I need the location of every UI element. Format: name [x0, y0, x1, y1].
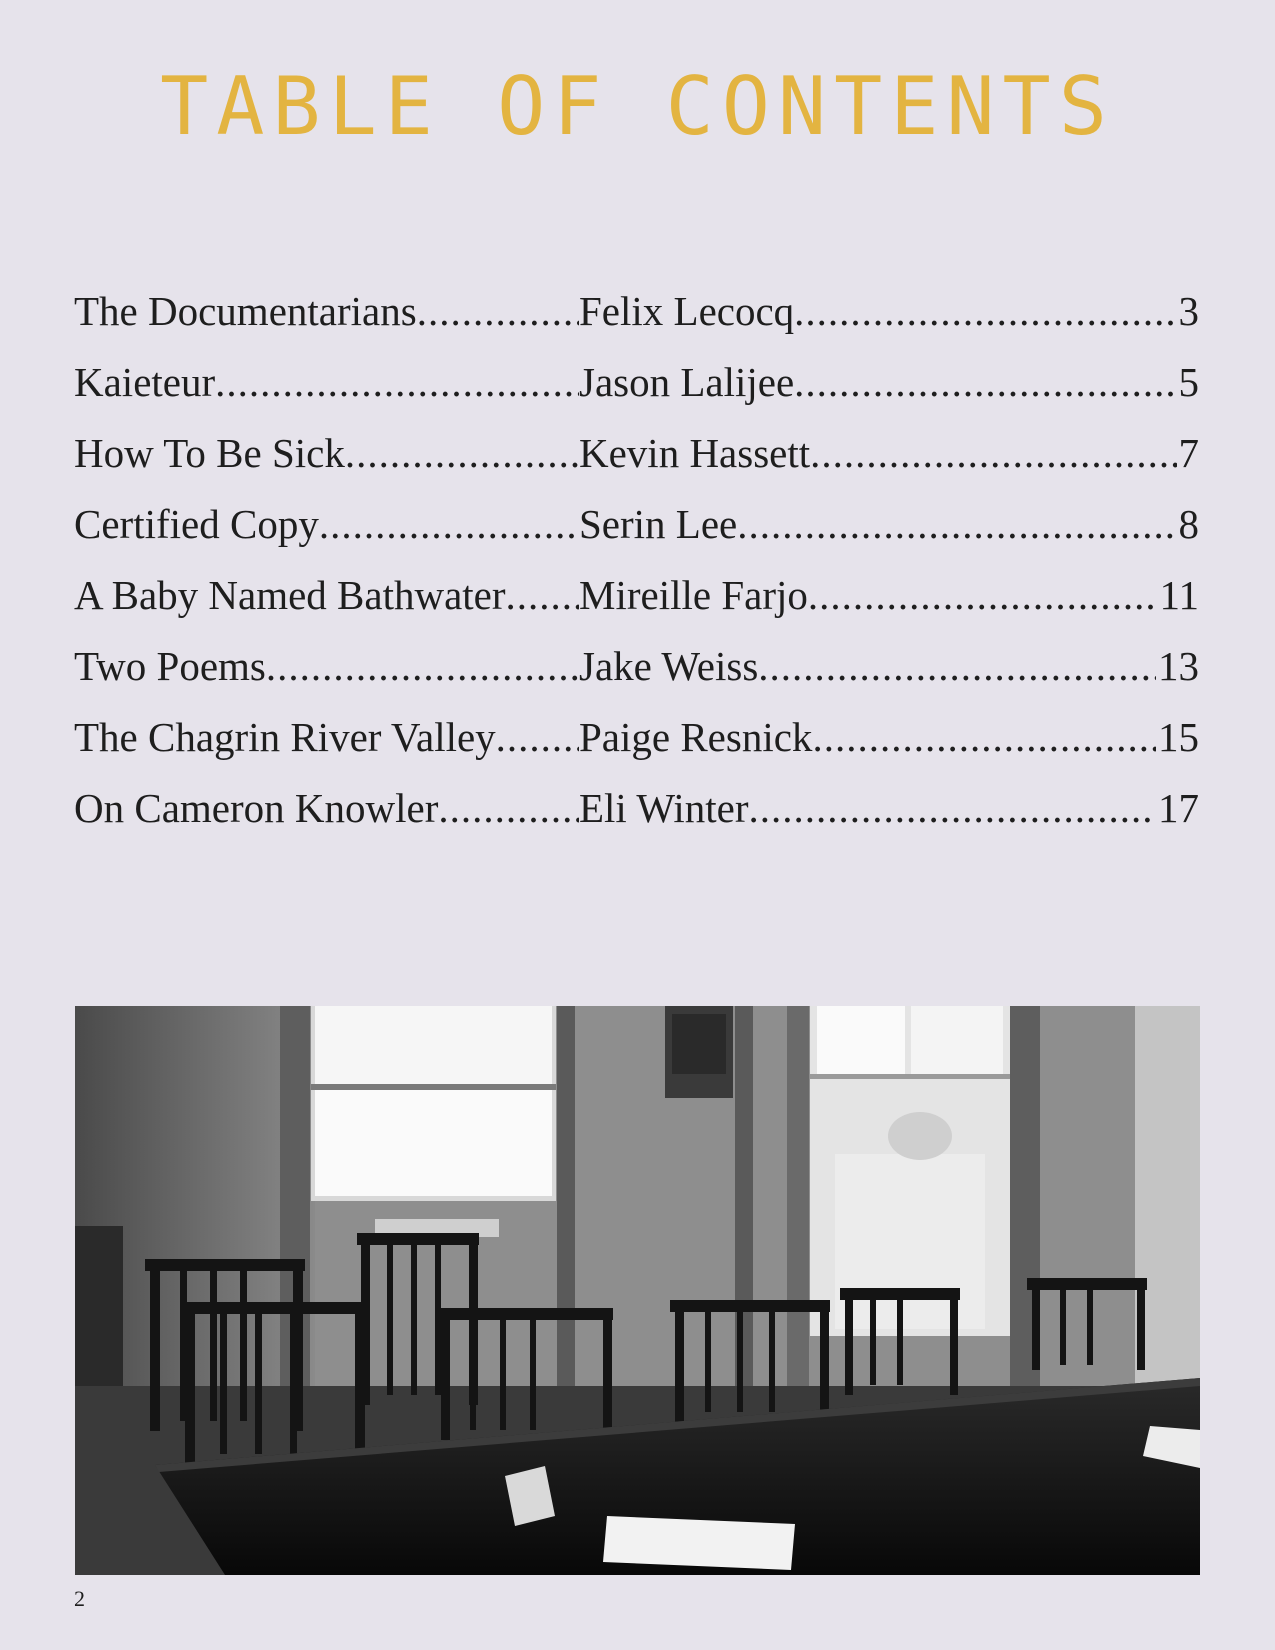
page-title: TABLE OF CONTENTS	[160, 60, 1115, 153]
entry-title: Certified Copy	[74, 501, 319, 547]
dot-leader	[417, 287, 579, 335]
entry-title: A Baby Named Bathwater	[74, 572, 506, 618]
toc-entry	[74, 358, 1199, 429]
dot-leader	[794, 287, 1176, 335]
dot-leader	[808, 571, 1158, 619]
dot-leader	[810, 429, 1176, 477]
entry-author: Serin Lee	[579, 501, 738, 547]
entry-author: Kevin Hassett	[579, 430, 811, 476]
entry-page: 15	[1158, 714, 1199, 760]
entry-page: 5	[1178, 359, 1199, 405]
dot-leader	[506, 571, 579, 619]
toc-entry	[74, 287, 1199, 358]
classroom-photo	[75, 1006, 1200, 1575]
toc-entry	[74, 429, 1199, 500]
dot-leader	[794, 358, 1176, 406]
toc-entry	[74, 784, 1199, 855]
toc-entry	[74, 713, 1199, 784]
dot-leader	[749, 784, 1156, 832]
entry-title: On Cameron Knowler	[74, 785, 439, 831]
dot-leader	[345, 429, 579, 477]
entry-author: Jason Lalijee	[579, 359, 795, 405]
entry-title: The Documentarians	[74, 288, 417, 334]
classroom-photo-illustration	[75, 1006, 1200, 1575]
entry-page: 8	[1178, 501, 1199, 547]
entry-page: 7	[1178, 430, 1199, 476]
toc-entry	[74, 500, 1199, 571]
dot-leader	[438, 784, 579, 832]
entry-title: The Chagrin River Valley	[74, 714, 496, 760]
entry-page: 17	[1158, 785, 1199, 831]
toc-entry	[74, 571, 1199, 642]
entry-page: 13	[1158, 643, 1199, 689]
entry-author: Paige Resnick	[579, 714, 813, 760]
entry-author: Eli Winter	[579, 785, 749, 831]
toc-entry	[74, 642, 1199, 713]
dot-leader	[737, 500, 1176, 548]
entry-title: How To Be Sick	[74, 430, 345, 476]
entry-title: Kaieteur	[74, 359, 216, 405]
page-number: 2	[74, 1586, 85, 1611]
table-of-contents	[74, 287, 1199, 855]
entry-page: 3	[1178, 288, 1199, 334]
entry-title: Two Poems	[74, 643, 266, 689]
entry-author: Mireille Farjo	[579, 572, 808, 618]
entry-page: 11	[1159, 572, 1199, 618]
dot-leader	[215, 358, 579, 406]
dot-leader	[319, 500, 579, 548]
dot-leader	[812, 713, 1156, 761]
entry-author: Felix Lecocq	[579, 288, 795, 334]
dot-leader	[266, 642, 579, 690]
dot-leader	[758, 642, 1156, 690]
dot-leader	[496, 713, 579, 761]
entry-author: Jake Weiss	[579, 643, 759, 689]
